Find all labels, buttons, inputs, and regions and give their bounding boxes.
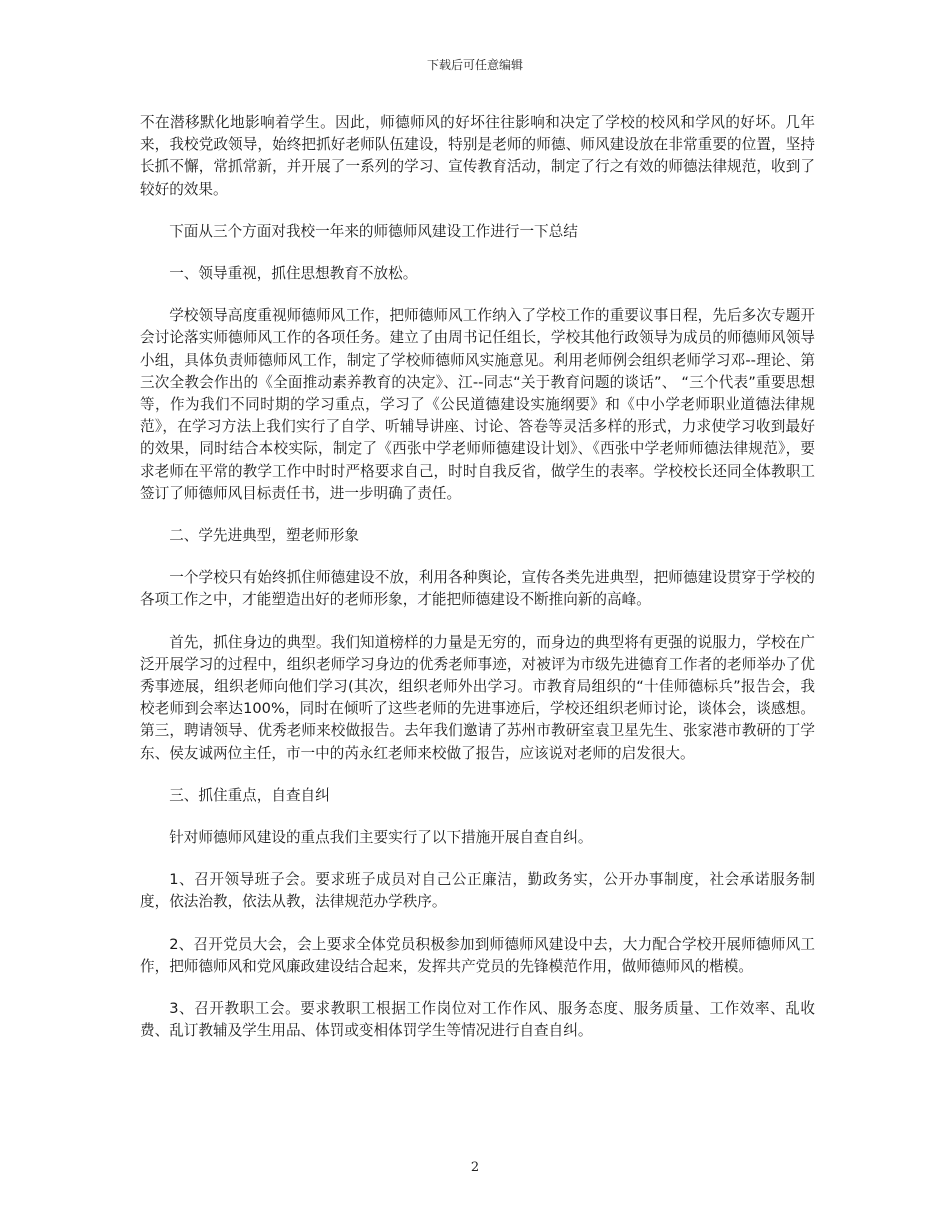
page-number: 2 [470,1160,480,1175]
page-header: 下载后可任意编辑 [426,58,523,72]
list-item-2: 2、召开党员大会，会上要求全体党员积极参加到师德师风建设中去，大力配合学校开展师德师风工作，把师德师风和党风廉政建设结合起来，发挥共产党员的先锋模范作用，做师德师风的楷模。 [140,935,815,975]
section-heading-1: 一、领导重视，抓住思想教育不放松。 [169,265,418,283]
paragraph-section-1-body: 学校领导高度重视师德师风工作，把师德师风工作纳入了学校工作的重要议事日程，先后多次专题开会讨论落实师德师风工作的各项任务。建立了由周书记任组长，学校其他行政领导为成员的师德师风领导小组，具体负责师德师风工作，制定了学校师德师风实施意见。利用老师例会组织老师学习邓--理论、第三次全教会作出的《全面推动素养教育的决定》、江--同志“关于教育问题的谈话”、 “三个代表”重要思想等，作为我们不同时期的学习重点，学习了《公民道德建设实施纲要》和《中小学老师职业道德法律规范》，在学习方法上我们实行了自学、听辅导讲座、讨论、答卷等灵活多样的形式，力求使学习收到最好的效果，同时结合本校实际，制定了《西张中学老师师德建设计划》、《西张中学老师师德法律规范》，要求老师在平常的教学工作中时时严格要求自己，时时自我反省，做学生的表率。学校校长还同全体教职工签订了师德师风目标责任书，进一步明确了责任。 [140,307,815,502]
paragraph-continuation: 不在潜移默化地影响着学生。因此，师德师风的好坏往往影响和决定了学校的校风和学风的好坏。几年来，我校党政领导，始终把抓好老师队伍建设，特别是老师的师德、师风建设放在非常重要的位置，坚持长抓不懈，常抓常新，并开展了一系列的学习、宣传教育活动，制定了行之有效的师德法律规范，收到了较好的效果。 [140,114,815,198]
list-item-3: 3、召开教职工会。要求教职工根据工作岗位对工作作风、服务态度、服务质量、工作效率、乱收费、乱订教辅及学生用品、体罚或变相体罚学生等情况进行自查自纠。 [140,1000,815,1040]
document-body [140,112,815,1063]
section-heading-2: 二、学先进典型，塑老师形象 [169,527,359,545]
paragraph-section-2-intro: 一个学校只有始终抓住师德建设不放，利用各种舆论，宣传各类先进典型，把师德建设贯穿于学校的各项工作之中，才能塑造出好的老师形象，才能把师德建设不断推向新的高峰。 [140,569,815,609]
paragraph-summary-intro: 下面从三个方面对我校一年来的师德师风建设工作进行一下总结 [169,222,578,240]
paragraph-section-3-intro: 针对师德师风建设的重点我们主要实行了以下措施开展自查自纠。 [169,829,593,847]
paragraph-section-2-body: 首先，抓住身边的典型。我们知道榜样的力量是无穷的，而身边的典型将有更强的说服力，学校在广泛开展学习的过程中，组织老师学习身边的优秀老师事迹，对被评为市级先进德育工作者的老师举办了优秀事迹展，组织老师向他们学习(其次，组织老师外出学习。市教育局组织的“十佳师德标兵”报告会，我校老师到会率达100%，同时在倾听了这些老师的先进事迹后，学校还组织老师讨论，谈体会，谈感想。第三，聘请领导、优秀老师来校做报告。去年我们邀请了苏州市教研室袁卫星先生、张家港市教研的丁学东、侯友诚两位主任，市一中的芮永红老师来校做了报告，应该说对老师的启发很大。 [140,633,815,762]
list-item-1: 1、召开领导班子会。要求班子成员对自己公正廉洁，勤政务实，公开办事制度，社会承诺服务制度，依法治教，依法从教，法律规范办学秩序。 [140,871,815,911]
section-heading-3: 三、抓住重点，自查自纠 [169,786,330,804]
